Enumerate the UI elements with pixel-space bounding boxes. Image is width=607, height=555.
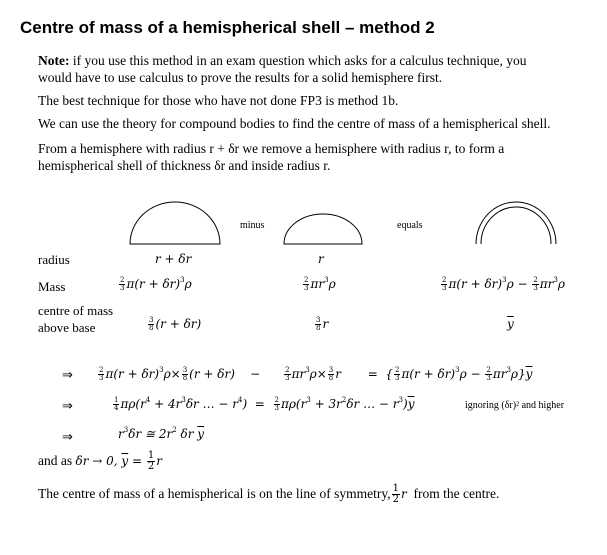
construction-line-1: From a hemisphere with radius r + δr we remove a hemisphere with radius r, to form a [38,141,505,156]
com-large-expression: $\frac{3}{8}$ (r + δr) [149,316,202,332]
hemisphere-large-diagram [128,200,223,246]
page-title: Centre of mass of a hemispherical shell – method 2 [20,18,435,37]
note-line-1: if you use this method in an exam question which asks for a calculus technique, you [69,53,527,68]
note-line-2: would have to use calculus to prove the results for a solid hemisphere first. [38,70,443,85]
com-shell-expression: $\overline{y}$ [507,317,514,331]
implies-arrow-1: ⇒ [62,368,73,383]
mass-small-expression: $\frac{2}{3}$ $\pi r^3\rho$ [304,276,336,292]
moment-equation: $\frac{2}{3}$ $\pi(r + \delta r)^3\rho\times$ $\frac{3}{8}$ (r + δr) − $\frac{2}{3}$ $\pi r^3\rho\times$ $\frac{3}{8}$ r = { $\frac{2}{3}$ $\pi(r + \delta r)^3\rho$ − $\frac{2}{3}$ $\pi r^3\rho\}\overline{y}$ [99,366,533,382]
expanded-equation: $\frac{1}{4}$ $\pi\rho(r^4 + 4r^3\delta r$ … − $r^4$) = $\frac{2}{3}$ $\pi\rho(r^3 + 3r^2\delta r$ … − $r^3)\overline{y}$ [114,396,415,412]
mass-large-expression: $\frac{2}{3}$ $\pi(r + \delta r)^3\rho$ [120,276,192,292]
compound-bodies-paragraph: We can use the theory for compound bodies to find the centre of mass of a hemispherical shell. [38,116,551,131]
mass-row-label: Mass [38,279,66,294]
and-as-text: and as [38,453,73,468]
hemisphere-small-diagram [282,212,364,246]
minus-label: minus [240,220,265,231]
hemispherical-shell-diagram [474,198,558,246]
limit-line: and as δr → 0, $\overline{y}$ = $\frac{1}{2}$ r [38,450,163,472]
note-label: Note: [38,53,70,68]
implies-arrow-2: ⇒ [62,399,73,414]
radius-row-label: radius [38,252,70,267]
construction-paragraph [38,140,504,174]
com-small-expression: $\frac{3}{8}$ r [316,316,329,332]
construction-line-2: hemispherical shell of thickness δr and inside radius r. [38,158,331,173]
mass-shell-expression: $\frac{2}{3}$ $\pi(r + \delta r)^3\rho$ − $\frac{2}{3}$ $\pi r^3\rho$ [442,276,565,292]
ignoring-note: ignoring (δr)² and higher [465,400,565,411]
equals-label: equals [397,220,423,231]
com-row-label-2: above base [38,320,96,335]
com-row-label-1: centre of mass [38,303,114,318]
conclusion-text-before: The centre of mass of a hemispherical is on the line of symmetry, [38,486,391,501]
radius-large-value: r + δr [155,252,192,266]
approximation-equation: $r^3\delta r$ ≅ $2r^2$ δr $\overline{y}$ [118,426,205,441]
best-technique-paragraph: The best technique for those who have not done FP3 is method 1b. [38,93,399,108]
note-paragraph [38,52,527,86]
conclusion-text-after: from the centre. [413,486,500,501]
implies-arrow-3: ⇒ [62,430,73,445]
conclusion-line: The centre of mass of a hemispherical is on the line of symmetry, $\frac{1}{2}$ r from the centre. [38,483,500,505]
radius-small-value: r [318,252,324,266]
